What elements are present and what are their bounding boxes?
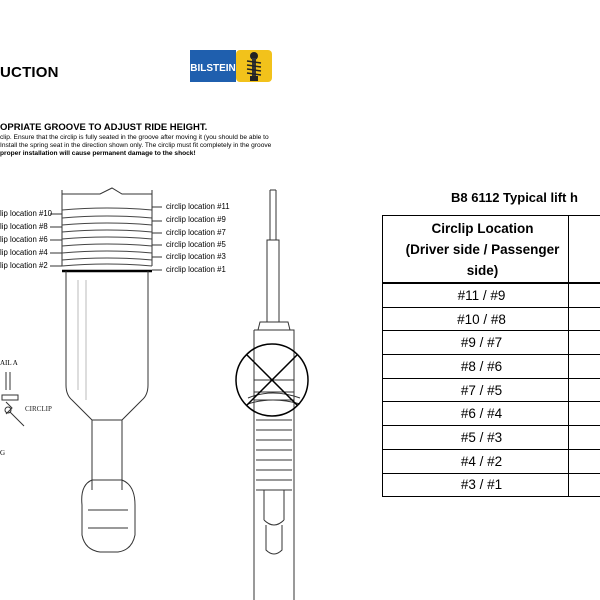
- instruction-line: Install the spring seat in the direction shown only. The circlip must fit completely in the groove: [0, 142, 272, 149]
- bilstein-logo: [190, 44, 272, 88]
- table-cell: #11 / #9: [383, 283, 569, 307]
- table-cell: #9 / #7: [383, 331, 569, 355]
- table-cell: #7 / #5: [383, 378, 569, 402]
- circlip-location-label: lip location #2: [0, 261, 48, 270]
- table-cell: #10 / #8: [383, 307, 569, 331]
- lift-table: [382, 215, 600, 497]
- table-row: [383, 331, 600, 355]
- circlip-location-label: circlip location #9: [166, 215, 226, 224]
- table-cell: #8 / #6: [383, 355, 569, 379]
- table-row: [383, 307, 600, 331]
- table-cell: #3 / #1: [383, 473, 569, 497]
- lift-header: [569, 216, 600, 284]
- circlip-location-label: circlip location #5: [166, 240, 226, 249]
- circlip-location-label: circlip location #3: [166, 252, 226, 261]
- table-row: [383, 473, 600, 497]
- table-cell: #5 / #3: [383, 426, 569, 450]
- table-row: [383, 283, 600, 307]
- circlip-location-label: lip location #10: [0, 209, 53, 218]
- circlip-location-label: lip location #4: [0, 248, 48, 257]
- circlip-location-header: [383, 216, 569, 284]
- circlip-location-label: circlip location #1: [166, 265, 226, 274]
- circlip-location-label: lip location #8: [0, 222, 48, 231]
- circlip-location-label: circlip location #7: [166, 228, 226, 237]
- table-row: [383, 402, 600, 426]
- header-line1: Circlip Location: [431, 220, 534, 236]
- table-cell: #4 / #2: [383, 449, 569, 473]
- g-label: G: [0, 449, 6, 457]
- circlip-label: CIRCLIP: [25, 405, 52, 413]
- page-title: UCTION: [0, 64, 59, 81]
- circlip-location-label: circlip location #11: [166, 202, 230, 211]
- table-row: [383, 378, 600, 402]
- table-header-row: [383, 216, 600, 284]
- instruction-heading: OPRIATE GROOVE TO ADJUST RIDE HEIGHT.: [0, 122, 208, 133]
- instruction-line: clip. Ensure that the circlip is fully seated in the groove after moving it (you should be able to: [0, 134, 269, 141]
- table-row: [383, 449, 600, 473]
- table-title: B8 6112 Typical lift h: [451, 190, 578, 205]
- detail-a-label: AIL A: [0, 359, 18, 367]
- instruction-warning: proper installation will cause permanent damage to the shock!: [0, 150, 196, 157]
- table-row: [383, 426, 600, 450]
- logo-text: BILSTEIN: [190, 63, 236, 74]
- table-cell: #6 / #4: [383, 402, 569, 426]
- table-row: [383, 355, 600, 379]
- header-line2: (Driver side / Passenger side): [405, 241, 560, 278]
- circlip-location-label: lip location #6: [0, 235, 48, 244]
